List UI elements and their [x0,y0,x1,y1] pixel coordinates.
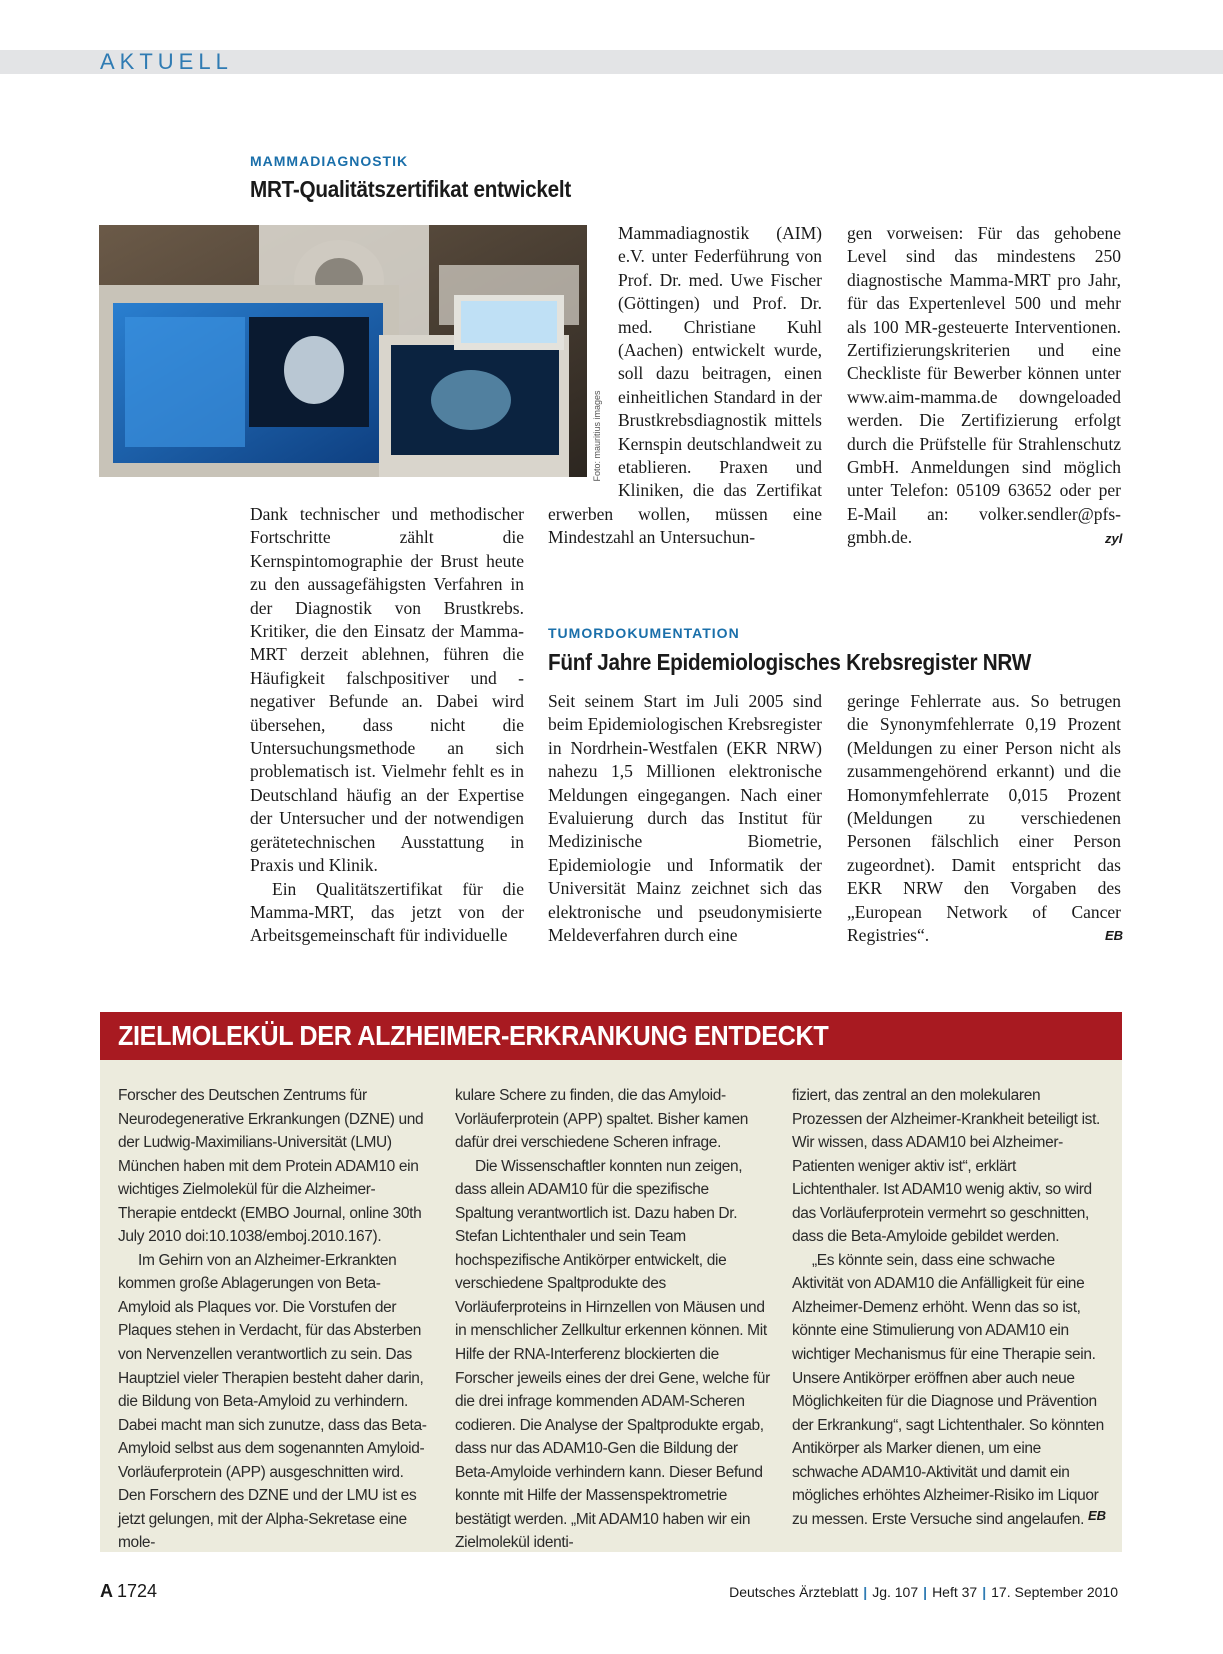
article2-column-2 [847,690,1124,947]
footer-date: 17. September 2010 [991,1584,1118,1600]
page-number-value: 1724 [117,1581,158,1601]
footer-journal: Deutsches Ärzteblatt [729,1584,859,1600]
photo-credit: Foto: mauritius images [592,390,602,482]
page-number [100,1581,157,1602]
alzheimer-column-3 [792,1084,1107,1531]
alzheimer-col3-paragraph-2: „Es könnte sein, dass eine schwache Aktivität von ADAM10 die Anfälligkeit für eine Alzheimer-Demenz erhöht. Wenn das so ist, könnte eine Stimulierung von ADAM10 ein wichtiger Mechanismus für eine Therapie sein. Unsere Antikörper eröffnen aber auch neue Möglichkeiten für die Diagnose und Prävention der Erkrankung“, sagt Lichtenthaler. So könnten Antikörper als Marker dienen, um eine schwache ADAM10-Aktivität und damit ein mögliches erhöhtes Alzheimer-Risiko im Liquor zu messen. Erste Versuche sind angelaufen. [792,1251,1104,1528]
alzheimer-col1-paragraph-2: Im Gehirn von an Alzheimer-Erkrankten kommen große Ablagerungen von Beta-Amyloid als Plaques vor. Die Vorstufen der Plaques stehen in Verdacht, für das Absterben von Nervenzellen verantwortlich zu sein. Das Hauptziel vieler Therapien besteht daher darin, die Bildung von Beta-Amyloid zu verhindern. Dabei macht man sich zunutze, dass das Beta-Amyloid selbst aus dem sogenannten Amyloid-Vorläuferprotein (APP) ausgeschnitten wird. Den Forschern des DZNE und der LMU ist es jetzt gelungen, mit der Alpha-Sekretase eine mole- [118,1251,427,1552]
article1-column-3 [847,222,1121,550]
article1-kicker: MAMMADIAGNOSTIK [250,153,409,169]
article2-col2-paragraph: geringe Fehlerrate aus. So betrugen die Synonymfehlerrate 0,19 Prozent (Meldungen zu einer Person nicht als zusammengehörend erkannt) und die Homonymfehlerrate 0,015 Prozent (Meldungen zu verschiedenen Personen fälschlich einer Person zugeordnet). Damit entspricht das EKR NRW den Vorgaben des „European Network of Cancer Registries“. [847,691,1121,946]
article1-signature: zyl [1105,531,1123,546]
article2-column-1 [548,690,822,947]
mri-workstation-image [99,225,587,477]
alzheimer-col3-paragraph-1: fiziert, das zentral an den molekularen Prozessen der Alzheimer-Krankheit beteiligt ist. Wir wissen, dass ADAM10 bei Alzheimer-Patienten weniger aktiv ist“, erklärt Lichtenthaler. Ist ADAM10 wenig aktiv, so wird das Vorläuferprotein vermehrt so geschnitten, dass die Beta-Amyloide gebildet werden. [792,1087,1100,1246]
article1-col3-paragraph: gen vorweisen: Für das gehobene Level sind das mindestens 250 diagnostische Mamma-MRT pro Jahr, für das Expertenlevel 500 und mehr als 100 MR-gesteuerte Interventionen. Zertifizierungskriterien und eine Checkliste für Bewerber können unter www.aim-mamma.de downgeloaded werden. Die Zertifizierung erfolgt durch die Prüfstelle für Strahlenschutz GmbH. Anmeldungen sind möglich unter Telefon: 05109 63652 oder per E-Mail an: volker.sendler@pfs-gmbh.de. [847,223,1121,548]
article1-photo [99,225,587,477]
footer-journal-info: Deutsches Ärzteblatt | Jg. 107 | Heft 37 | 17. September 2010 [729,1584,1118,1600]
section-label: AKTUELL [100,49,233,74]
article1-col2-paragraph: Mammadiagnostik (AIM) e.V. unter Federführung von Prof. Dr. med. Uwe Fischer (Göttingen) und Prof. Dr. med. Christiane Kuhl (Aachen) entwickelt wurde, soll dazu beitragen, einen einheitlichen Standard in der Brustkrebsdiagnostik mittels Kernspin deutschlandweit zu etablieren. Praxen und Kliniken, die das Zertifikat erwerben wollen, müssen eine Mindestzahl an Untersuchun- [548,223,822,548]
page-prefix: A [100,1581,113,1601]
alzheimer-col1-paragraph-1: Forscher des Deutschen Zentrums für Neurodegenerative Erkrankungen (DZNE) und der Ludwig-Maximilians-Universität (LMU) München haben mit dem Protein ADAM10 ein wichtiges Zielmolekül für die Alzheimer-Therapie entdeckt (EMBO Journal, online 30th July 2010 doi:10.1038/emboj.2010.167). [118,1087,424,1246]
article1-column-1 [250,503,524,948]
alzheimer-signature: EB [1088,1508,1107,1523]
alzheimer-column-2 [455,1084,770,1555]
article2-kicker: TUMORDOKUMENTATION [548,625,740,641]
alzheimer-headline: ZIELMOLEKÜL DER ALZHEIMER-ERKRANKUNG ENTDECKT [118,1020,829,1051]
article1-column-2 [548,222,822,550]
article1-col1-paragraph-1: Dank technischer und methodischer Fortschritte zählt die Kernspintomographie der Brust heute zu den aussagefähigsten Verfahren in der Diagnostik von Brustkrebs. Kritiker, die den Einsatz der Mamma-MRT derzeit ablehnen, führen die Häufigkeit falschpositiver und -negativer Befunde an. Dabei wird übersehen, dass nicht die Untersuchungsmethode an sich problematisch ist. Vielmehr fehlt es in Deutschland häufig an der Expertise der Untersucher und der notwendigen gerätetechnischen Ausstattung in Praxis und Klinik. [250,504,524,876]
article1-col1-paragraph-2: Ein Qualitätszertifikat für die Mamma-MRT, das jetzt von der Arbeitsgemeinschaft für individuelle [250,878,524,946]
article2-col1-paragraph: Seit seinem Start im Juli 2005 sind beim Epidemiologischen Krebsregister in Nordrhein-Westfalen (EKR NRW) nahezu 1,5 Millionen elektronische Meldungen eingegangen. Nach einer Evaluierung durch das Institut für Medizinische Biometrie, Epidemiologie und Informatik der Universität Mainz zeichnet sich das elektronische und pseudonymisierte Meldeverfahren durch eine [548,691,822,946]
article1-headline: MRT-Qualitätszertifikat entwickelt [250,176,571,202]
article2-headline: Fünf Jahre Epidemiologisches Krebsregister NRW [548,649,1031,675]
article2-signature: EB [1105,928,1124,943]
alzheimer-col2-paragraph-1: kulare Schere zu finden, die das Amyloid-Vorläuferprotein (APP) spaltet. Bisher kamen dafür drei verschiedene Scheren infrage. [455,1087,749,1152]
footer-volume: Jg. 107 [872,1584,919,1600]
alzheimer-col2-paragraph-2: Die Wissenschaftler konnten nun zeigen, dass allein ADAM10 für die spezifische Spaltung verantwortlich ist. Dazu haben Dr. Stefan Lichtenthaler und sein Team hochspezifische Antikörper entwickelt, die verschiedene Spaltprodukte des Vorläuferproteins in Hirnzellen von Mäusen und in menschlicher Zellkultur erkennen können. Mit Hilfe der RNA-Interferenz blockierten die Forscher jeweils eines der drei Gene, welche für die drei infrage kommenden ADAM-Scheren codieren. Die Analyse der Spaltprodukte ergab, dass nur das ADAM10-Gen die Bildung der Beta-Amyloide verhindern kann. Dieser Befund konnte mit Hilfe der Massenspektrometrie bestätigt werden. „Mit ADAM10 haben wir ein Zielmolekül identi- [455,1157,770,1552]
footer-issue: Heft 37 [932,1584,978,1600]
alzheimer-column-1 [118,1084,428,1555]
